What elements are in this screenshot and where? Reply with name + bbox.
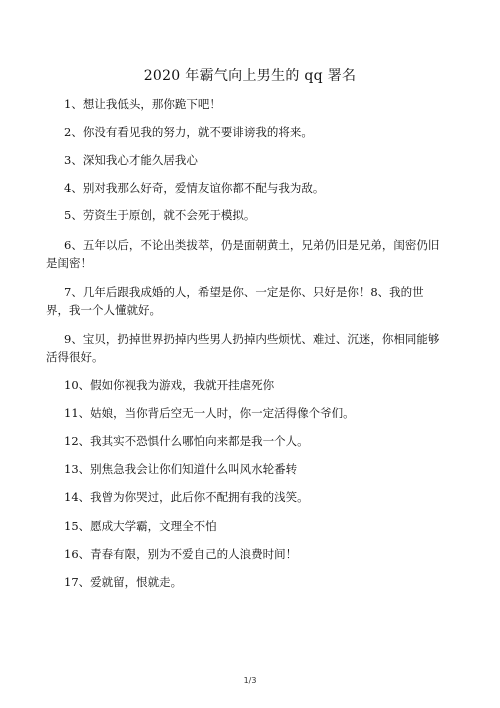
page-number: 1/3 — [243, 676, 257, 685]
list-item: 4、别对我那么好奇，爱情友谊你都不配与我为敌。 — [64, 181, 325, 195]
list-item: 17、爱就留，恨就走。 — [64, 575, 183, 589]
list-item: 6、五年以后，不论出类拔萃，仍是面朝黄土，兄弟仍旧是兄弟，闺密仍旧是闺密！ — [46, 238, 440, 270]
list-item: 14、我曾为你哭过，此后你不配拥有我的浅笑。 — [64, 490, 309, 504]
list-item: 3、深知我心才能久居我心 — [64, 153, 198, 167]
list-item: 16、青春有限，别为不爱自己的人浪费时间！ — [64, 547, 298, 561]
list-item: 9、宝贝，扔掉世界扔掉内些男人扔掉内些烦忧、难过、沉迷，你相同能够活得很好。 — [46, 332, 440, 364]
list-item: 5、劳资生于原创，就不会死于模拟。 — [64, 208, 256, 222]
list-item: 7、几年后跟我成婚的人，希望是你、一定是你、只好是你！8、我的世界，我一个人懂就好。 — [46, 285, 424, 317]
list-item: 11、姑娘，当你背后空无一人时，你一定活得像个爷们。 — [64, 406, 355, 420]
list-item: 10、假如你视我为游戏，我就开挂虐死你 — [64, 378, 275, 392]
list-item: 13、别焦急我会让你们知道什么叫风水轮番转 — [64, 462, 298, 476]
list-item: 1、想让我低头，那你跪下吧！ — [64, 97, 221, 111]
list-item: 15、愿成大学霸，文理全不怕 — [64, 519, 217, 533]
list-item: 2、你没有看见我的努力，就不要诽谤我的将来。 — [64, 125, 313, 139]
list-item: 12、我其实不恐惧什么哪怕向来都是我一个人。 — [64, 434, 309, 448]
page-title: 2020 年霸气向上男生的 qq 署名 — [143, 68, 357, 84]
